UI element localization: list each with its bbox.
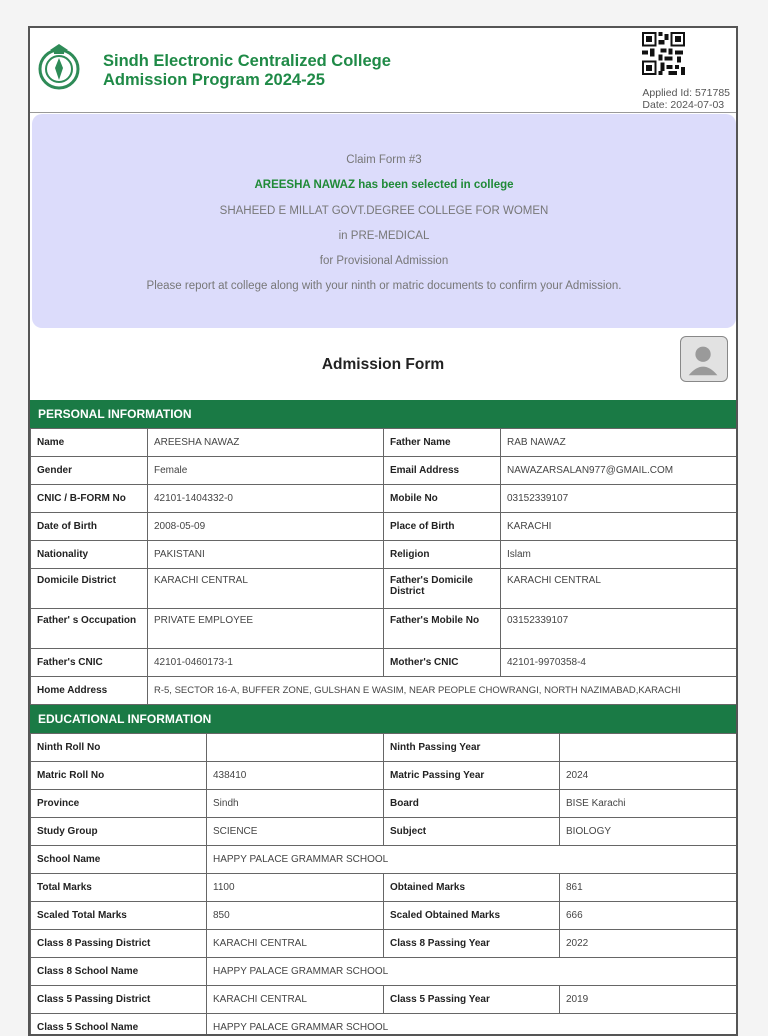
address-label: Home Address xyxy=(31,677,148,705)
matric-year-value: 2024 xyxy=(560,762,739,790)
table-row xyxy=(31,541,739,569)
father-mobile-value: 03152339107 xyxy=(501,609,739,649)
applied-meta xyxy=(642,87,730,111)
subject-label: Subject xyxy=(384,818,560,846)
table-row xyxy=(31,1014,739,1036)
table-row xyxy=(31,513,739,541)
page-title xyxy=(103,52,391,90)
table-row xyxy=(31,569,739,609)
table-row xyxy=(31,457,739,485)
province-value: Sindh xyxy=(207,790,384,818)
table-row xyxy=(31,429,739,457)
table-row xyxy=(31,677,739,705)
father-domicile-label: Father's Domicile District xyxy=(384,569,501,609)
father-mobile-label: Father's Mobile No xyxy=(384,609,501,649)
dob-label: Date of Birth xyxy=(31,513,148,541)
pob-value: KARACHI xyxy=(501,513,739,541)
address-value: R-5, SECTOR 16-A, BUFFER ZONE, GULSHAN E WASIM, NEAR PEOPLE CHOWRANGI, NORTH NAZIMABAD,KARACHI xyxy=(148,677,739,705)
email-value: NAWAZARSALAN977@GMAIL.COM xyxy=(501,457,739,485)
mobile-label: Mobile No xyxy=(384,485,501,513)
class8-year-label: Class 8 Passing Year xyxy=(384,930,560,958)
class5-district-label: Class 5 Passing District xyxy=(31,986,207,1014)
personal-info-heading: PERSONAL INFORMATION xyxy=(30,400,738,428)
class8-school-label: Class 8 School Name xyxy=(31,958,207,986)
scaled-total-value: 850 xyxy=(207,902,384,930)
father-cnic-value: 42101-0460173-1 xyxy=(148,649,384,677)
religion-value: Islam xyxy=(501,541,739,569)
applied-id: Applied Id: 571785 xyxy=(642,87,730,99)
table-row xyxy=(31,485,739,513)
ninth-year-label: Ninth Passing Year xyxy=(384,734,560,762)
table-row xyxy=(31,846,739,874)
sindh-emblem-icon xyxy=(36,42,82,92)
total-marks-label: Total Marks xyxy=(31,874,207,902)
class5-school-value: HAPPY PALACE GRAMMAR SCHOOL xyxy=(207,1014,739,1036)
father-domicile-value: KARACHI CENTRAL xyxy=(501,569,739,609)
table-row xyxy=(31,986,739,1014)
dob-value: 2008-05-09 xyxy=(148,513,384,541)
name-value: AREESHA NAWAZ xyxy=(148,429,384,457)
applied-date: Date: 2024-07-03 xyxy=(642,99,730,111)
matric-roll-label: Matric Roll No xyxy=(31,762,207,790)
nationality-value: PAKISTANI xyxy=(148,541,384,569)
table-row xyxy=(31,734,739,762)
avatar xyxy=(680,336,728,382)
province-label: Province xyxy=(31,790,207,818)
table-row xyxy=(31,762,739,790)
user-placeholder-icon xyxy=(681,337,727,381)
mobile-value: 03152339107 xyxy=(501,485,739,513)
study-group-label: Study Group xyxy=(31,818,207,846)
class5-school-label: Class 5 School Name xyxy=(31,1014,207,1036)
pob-label: Place of Birth xyxy=(384,513,501,541)
matric-year-label: Matric Passing Year xyxy=(384,762,560,790)
qr-code-icon xyxy=(642,32,685,75)
father-name-label: Father Name xyxy=(384,429,501,457)
matric-roll-value: 438410 xyxy=(207,762,384,790)
table-row xyxy=(31,930,739,958)
class5-year-value: 2019 xyxy=(560,986,739,1014)
board-label: Board xyxy=(384,790,560,818)
ninth-roll-label: Ninth Roll No xyxy=(31,734,207,762)
father-cnic-label: Father's CNIC xyxy=(31,649,148,677)
table-row xyxy=(31,958,739,986)
domicile-value: KARACHI CENTRAL xyxy=(148,569,384,609)
domicile-label: Domicile District xyxy=(31,569,148,609)
admission-type: for Provisional Admission xyxy=(32,255,736,267)
report-instruction: Please report at college along with your ninth or matric documents to confirm your Admission. xyxy=(32,280,736,292)
father-name-value: RAB NAWAZ xyxy=(501,429,739,457)
class5-year-label: Class 5 Passing Year xyxy=(384,986,560,1014)
mother-cnic-label: Mother's CNIC xyxy=(384,649,501,677)
college-name: SHAHEED E MILLAT GOVT.DEGREE COLLEGE FOR WOMEN xyxy=(32,205,736,217)
admission-group: in PRE-MEDICAL xyxy=(32,230,736,242)
personal-info-table xyxy=(30,428,738,705)
study-group-value: SCIENCE xyxy=(207,818,384,846)
header xyxy=(30,28,736,113)
obtained-marks-label: Obtained Marks xyxy=(384,874,560,902)
ninth-year-value xyxy=(560,734,739,762)
cnic-label: CNIC / B-FORM No xyxy=(31,485,148,513)
selection-message: AREESHA NAWAZ has been selected in college xyxy=(32,179,736,191)
table-row xyxy=(31,818,739,846)
board-value: BISE Karachi xyxy=(560,790,739,818)
educational-info-table xyxy=(30,733,738,1036)
class8-year-value: 2022 xyxy=(560,930,739,958)
table-row xyxy=(31,902,739,930)
admission-form-title: Admission Form xyxy=(30,356,736,374)
name-label: Name xyxy=(31,429,148,457)
title-line-2: Admission Program 2024-25 xyxy=(103,71,391,90)
educational-info-heading: EDUCATIONAL INFORMATION xyxy=(30,705,738,733)
table-row xyxy=(31,609,739,649)
scaled-obtained-label: Scaled Obtained Marks xyxy=(384,902,560,930)
father-occupation-label: Father' s Occupation xyxy=(31,609,148,649)
class8-district-label: Class 8 Passing District xyxy=(31,930,207,958)
claim-notice xyxy=(32,114,736,328)
mother-cnic-value: 42101-9970358-4 xyxy=(501,649,739,677)
school-name-value: HAPPY PALACE GRAMMAR SCHOOL xyxy=(207,846,739,874)
obtained-marks-value: 861 xyxy=(560,874,739,902)
nationality-label: Nationality xyxy=(31,541,148,569)
scaled-obtained-value: 666 xyxy=(560,902,739,930)
table-row xyxy=(31,790,739,818)
table-row xyxy=(31,649,739,677)
class8-school-value: HAPPY PALACE GRAMMAR SCHOOL xyxy=(207,958,739,986)
cnic-value: 42101-1404332-0 xyxy=(148,485,384,513)
title-line-1: Sindh Electronic Centralized College xyxy=(103,52,391,71)
school-name-label: School Name xyxy=(31,846,207,874)
ninth-roll-value xyxy=(207,734,384,762)
gender-value: Female xyxy=(148,457,384,485)
admission-sheet xyxy=(28,26,738,1036)
class5-district-value: KARACHI CENTRAL xyxy=(207,986,384,1014)
scaled-total-label: Scaled Total Marks xyxy=(31,902,207,930)
total-marks-value: 1100 xyxy=(207,874,384,902)
email-label: Email Address xyxy=(384,457,501,485)
religion-label: Religion xyxy=(384,541,501,569)
father-occupation-value: PRIVATE EMPLOYEE xyxy=(148,609,384,649)
gender-label: Gender xyxy=(31,457,148,485)
claim-form-number: Claim Form #3 xyxy=(32,154,736,166)
table-row xyxy=(31,874,739,902)
subject-value: BIOLOGY xyxy=(560,818,739,846)
class8-district-value: KARACHI CENTRAL xyxy=(207,930,384,958)
